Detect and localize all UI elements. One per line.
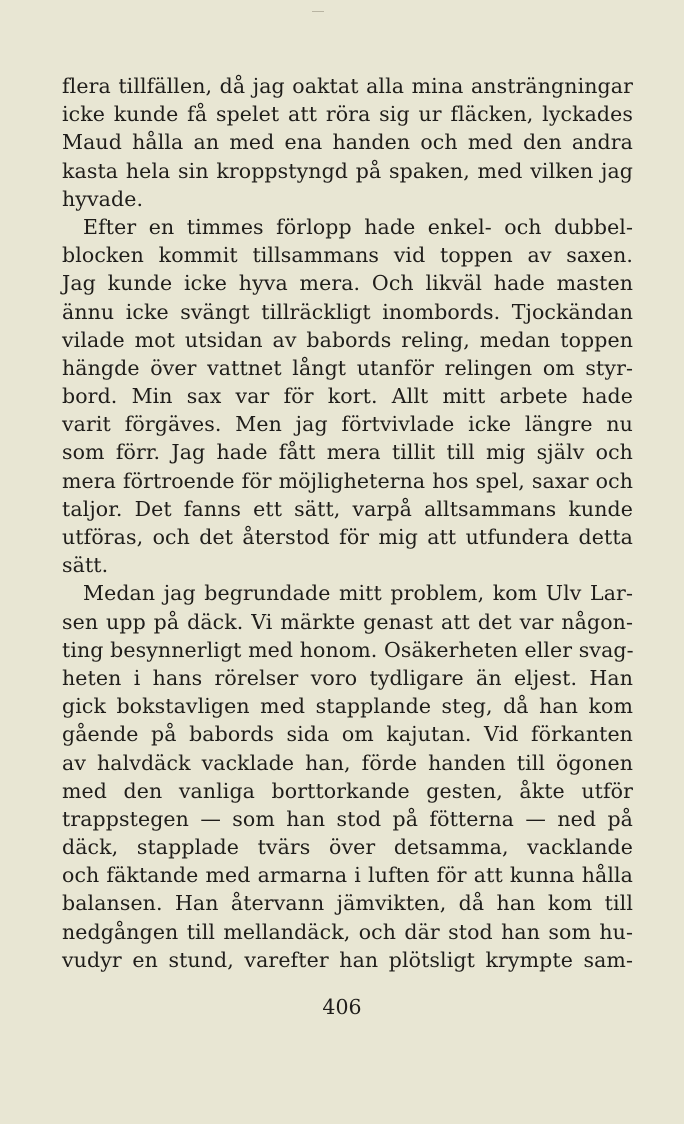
text-line: med den vanliga borttorkande gesten, åkte utför — [62, 778, 633, 803]
text-line: mera förtroende för möjligheterna hos spel, saxar och — [62, 468, 633, 493]
page-top-mark — [312, 11, 324, 12]
text-line: vudyr en stund, varefter han plötsligt krympte sam- — [62, 947, 633, 972]
text-line: som förr. Jag hade fått mera tillit till mig själv och — [62, 440, 633, 465]
text-line: flera tillfällen, då jag oaktat alla mina ansträngningar — [62, 74, 633, 98]
text-line: däck, stapplade tvärs över detsamma, vacklande — [62, 835, 633, 860]
text-line: kasta hela sin kroppstyngd på spaken, med vilken jag — [62, 158, 633, 183]
text-line: trappstegen — som han stod på fötterna — ned på — [62, 806, 633, 831]
text-line: heten i hans rörelser voro tydligare än eljest. Han — [62, 665, 633, 690]
text-line: hängde över vattnet långt utanför relingen om styr- — [62, 355, 633, 380]
text-line: icke kunde få spelet att röra sig ur fläcken, lyckades — [62, 102, 633, 127]
text-line: ännu icke svängt tillräckligt inombords. Tjockändan — [62, 299, 633, 324]
text-line: Medan jag begrundade mitt problem, kom Ulv Lar- — [83, 581, 633, 606]
text-line: gående på babords sida om kajutan. Vid förkanten — [62, 722, 633, 747]
text-line: utföras, och det återstod för mig att utfundera detta — [62, 525, 633, 549]
page-number: 406 — [322, 995, 362, 1019]
text-line: gick bokstavligen med stapplande steg, då han kom — [62, 694, 633, 719]
text-line: Efter en timmes förlopp hade enkel- och dubbel- — [83, 214, 633, 239]
text-line: nedgången till mellandäck, och där stod han som hu- — [62, 919, 633, 944]
text-line: sätt. — [62, 553, 109, 578]
text-line: och fäktande med armarna i luften för att kunna hålla — [62, 863, 633, 888]
text-line: vilade mot utsidan av babords reling, medan toppen — [62, 327, 633, 352]
text-line: bord. Min sax var för kort. Allt mitt arbete hade — [62, 384, 633, 409]
text-line: varit förgäves. Men jag förtvivlade icke längre nu — [62, 412, 633, 437]
text-line: ting besynnerligt med honom. Osäkerheten eller svag- — [62, 637, 634, 662]
text-line: Jag kunde icke hyva mera. Och likväl hade masten — [62, 271, 633, 296]
text-line: sen upp på däck. Vi märkte genast att det var någon- — [62, 609, 633, 634]
text-line: balansen. Han återvann jämvikten, då han kom till — [62, 891, 633, 916]
text-line: taljor. Det fanns ett sätt, varpå alltsammans kunde — [62, 496, 633, 521]
text-line: blocken kommit tillsammans vid toppen av saxen. — [62, 243, 633, 268]
text-line: hyvade. — [62, 186, 144, 211]
body-text — [62, 72, 633, 974]
text-line: Maud hålla an med ena handen och med den andra — [62, 130, 633, 155]
text-line: av halvdäck vacklade han, förde handen till ögonen — [62, 750, 633, 775]
